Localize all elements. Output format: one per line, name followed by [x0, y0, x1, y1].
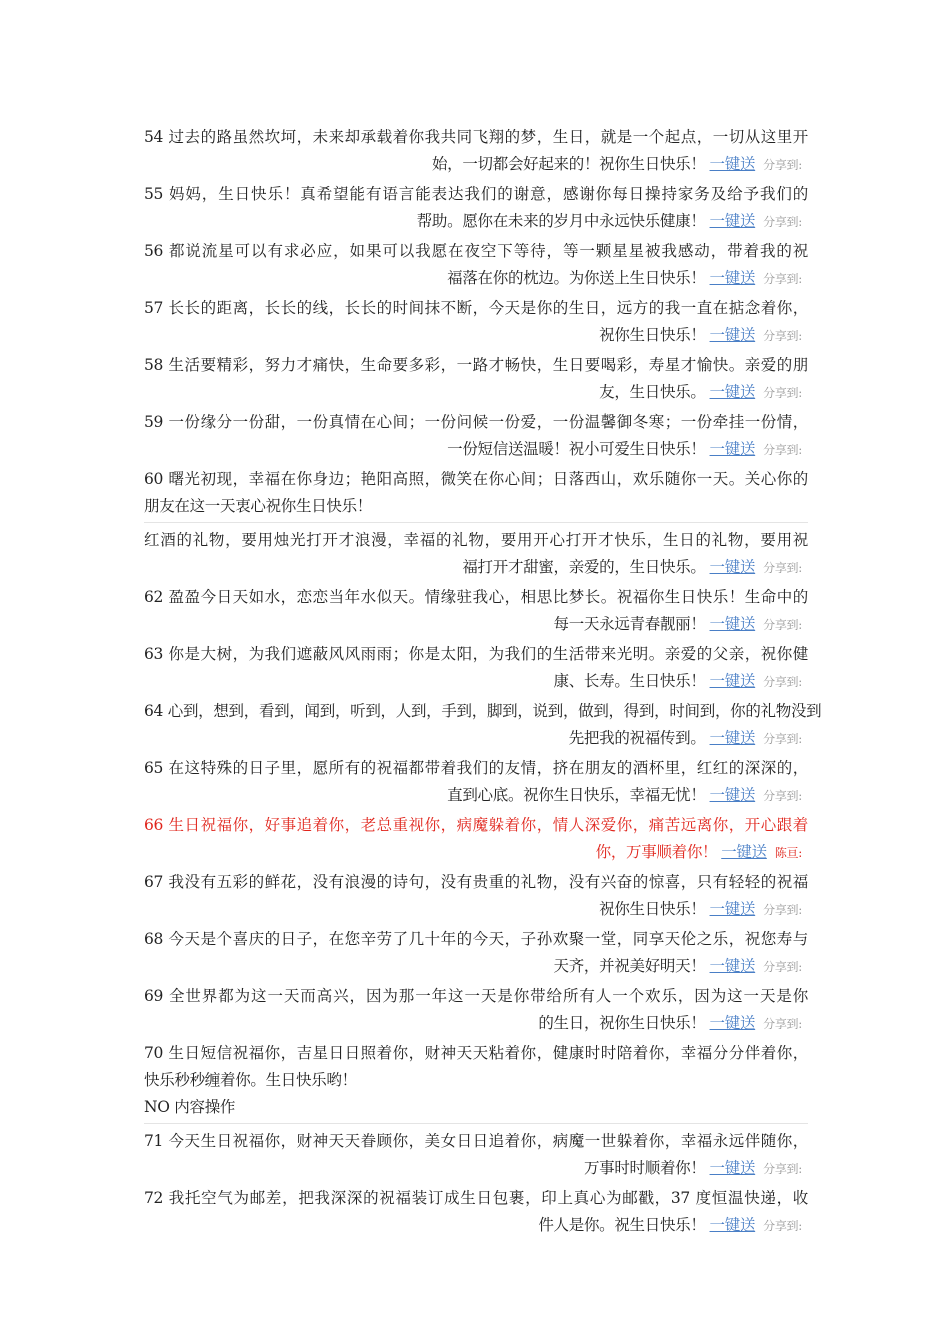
send-link[interactable]: 一键送 [709, 1014, 756, 1032]
send-link[interactable]: 一键送 [709, 957, 756, 975]
share-label[interactable]: 分享到: [763, 618, 802, 632]
entry-text-end: 祝你生日快乐！ [599, 326, 706, 344]
entry-text-end: 每一天永远青春靓丽！ [553, 615, 706, 633]
send-link[interactable]: 一键送 [709, 383, 756, 401]
entry-text-end: 天齐，并祝美好明天！ [553, 957, 706, 975]
entry-text-end: 帮助。愿你在未来的岁月中永远快乐健康！ [416, 212, 706, 230]
entry-text: 54 过去的路虽然坎坷，未来却承载着你我共同飞翔的梦，生日，就是一个起点，一切从这里开 [144, 128, 808, 146]
list-item [144, 698, 822, 753]
share-label[interactable]: 分享到: [763, 1017, 802, 1031]
list-item [144, 1185, 808, 1240]
entry-text: 红酒的礼物，要用烛光打开才浪漫，幸福的礼物，要用开心打开才快乐，生日的礼物，要用祝 [144, 531, 808, 549]
entry-text: 55 妈妈，生日快乐！真希望能有语言能表达我们的谢意，感谢你每日操持家务及给予我们的 [144, 185, 808, 203]
share-label[interactable]: 分享到: [763, 960, 802, 974]
send-link[interactable]: 一键送 [709, 615, 756, 633]
entry-text: 68 今天是个喜庆的日子，在您辛劳了几十年的今天，子孙欢聚一堂，同享天伦之乐，祝您寿与 [144, 930, 808, 948]
entry-text-end: 你，万事顺着你！ [595, 843, 718, 861]
entry-text: 70 生日短信祝福你，吉星日日照着你，财神天天粘着你，健康时时陪着你，幸福分分伴着你， [144, 1044, 808, 1062]
entry-text: 72 我托空气为邮差，把我深深的祝福装订成生日包裹，印上真心为邮戳，37 度恒温快递，收 [144, 1189, 808, 1207]
entry-text-end: 直到心底。祝你生日快乐，幸福无忧！ [447, 786, 706, 804]
share-label[interactable]: 分享到: [763, 1162, 802, 1176]
entry-text: 57 长长的距离，长长的线，长长的时间抹不断，今天是你的生日，远方的我一直在掂念着你， [144, 299, 808, 317]
entry-text-end: 友，生日快乐。 [599, 383, 706, 401]
share-label[interactable]: 分享到: [763, 732, 802, 746]
send-link[interactable]: 一键送 [709, 155, 756, 173]
entry-text: 60 曙光初现，幸福在你身边；艳阳高照，微笑在你心间；日落西山，欢乐随你一天。关心你的 [144, 470, 808, 488]
share-label[interactable]: 分享到: [763, 903, 802, 917]
share-label[interactable]: 分享到: [763, 272, 802, 286]
entry-text: 64 心到，想到，看到，闻到，听到，人到，手到，脚到，说到，做到，得到，时间到，你的礼物没到 [144, 702, 822, 720]
list-item [144, 527, 808, 582]
entry-text-end: 件人是你。祝生日快乐！ [538, 1216, 706, 1234]
entry-text-end: 先把我的祝福传到。 [568, 729, 706, 747]
share-label[interactable]: 分享到: [763, 158, 802, 172]
list-item [144, 466, 808, 520]
list-item [144, 869, 808, 924]
list-item [144, 124, 808, 179]
share-label[interactable]: 分享到: [763, 443, 802, 457]
share-label[interactable]: 分享到: [763, 386, 802, 400]
share-label[interactable]: 陈亘: [774, 846, 802, 860]
share-label[interactable]: 分享到: [763, 789, 802, 803]
entry-text-end: 快乐秒秒缠着你。生日快乐哟！ [144, 1071, 357, 1089]
divider [144, 522, 808, 523]
entry-text-end: 祝你生日快乐！ [599, 900, 706, 918]
entry-text: 56 都说流星可以有求必应，如果可以我愿在夜空下等待，等一颗星星被我感动，带着我的祝 [144, 242, 808, 260]
entry-text-end: 福落在你的枕边。为你送上生日快乐！ [447, 269, 706, 287]
entry-text-end: 朋友在这一天衷心祝你生日快乐！ [144, 497, 373, 515]
list-item [144, 641, 808, 696]
entry-text-end: 福打开才甜蜜，亲爱的，生日快乐。 [462, 558, 706, 576]
send-link[interactable]: 一键送 [709, 269, 756, 287]
send-link[interactable]: 一键送 [709, 558, 756, 576]
entry-text: 58 生活要精彩，努力才痛快，生命要多彩，一路才畅快，生日要喝彩，寿星才愉快。亲爱的朋 [144, 356, 808, 374]
entry-text-end: 的生日，祝你生日快乐！ [538, 1014, 706, 1032]
share-label[interactable]: 分享到: [763, 561, 802, 575]
send-link[interactable]: 一键送 [709, 729, 756, 747]
list-item [144, 584, 808, 639]
list-item [144, 926, 808, 981]
send-link[interactable]: 一键送 [709, 326, 756, 344]
document-body [144, 124, 822, 1242]
share-label[interactable]: 分享到: [763, 675, 802, 689]
entry-text: 66 生日祝福你，好事追着你，老总重视你，病魔躲着你，情人深爱你，痛苦远离你，开心跟着 [144, 816, 808, 834]
entry-text: 59 一份缘分一份甜，一份真情在心间；一份问候一份爱，一份温馨御冬寒；一份牵挂一份情， [144, 413, 808, 431]
entry-text: 71 今天生日祝福你，财神天天眷顾你，美女日日追着你，病魔一世躲着你，幸福永远伴随你， [144, 1132, 808, 1150]
entry-text-end: 万事时时顺着你！ [583, 1159, 706, 1177]
entry-text: 62 盈盈今日天如水，恋恋当年水似天。情缘驻我心，相思比梦长。祝福你生日快乐！生命中的 [144, 588, 808, 606]
entry-text: 67 我没有五彩的鲜花，没有浪漫的诗句，没有贵重的礼物，没有兴奋的惊喜，只有轻轻的祝福 [144, 873, 808, 891]
share-label[interactable]: 分享到: [763, 329, 802, 343]
entry-text-end: 康、长寿。生日快乐！ [553, 672, 706, 690]
list-item [144, 1040, 808, 1121]
list-item [144, 295, 808, 350]
entry-text: 63 你是大树，为我们遮蔽风风雨雨；你是太阳，为我们的生活带来光明。亲爱的父亲，祝你健 [144, 645, 808, 663]
entry-text: 65 在这特殊的日子里，愿所有的祝福都带着我们的友情，挤在朋友的酒杯里，红红的深深的， [144, 759, 808, 777]
divider [144, 1123, 808, 1124]
send-link[interactable]: 一键送 [709, 440, 756, 458]
list-item [144, 352, 808, 407]
list-item [144, 409, 808, 464]
entry-text: 69 全世界都为这一天而高兴，因为那一年这一天是你带给所有人一个欢乐，因为这一天是你 [144, 987, 808, 1005]
list-item [144, 181, 808, 236]
send-link[interactable]: 一键送 [709, 1159, 756, 1177]
send-link[interactable]: 一键送 [721, 843, 767, 861]
send-link[interactable]: 一键送 [709, 672, 756, 690]
list-item [144, 755, 808, 810]
entry-text-end: 一份短信送温暖！祝小可爱生日快乐！ [447, 440, 706, 458]
share-label[interactable]: 分享到: [763, 215, 802, 229]
send-link[interactable]: 一键送 [709, 786, 756, 804]
list-item [144, 1128, 808, 1183]
send-link[interactable]: 一键送 [709, 1216, 756, 1234]
list-item [144, 983, 808, 1038]
no-ops-label: NO 内容操作 [144, 1098, 236, 1116]
list-item-highlighted [144, 812, 808, 867]
share-label[interactable]: 分享到: [763, 1219, 802, 1233]
send-link[interactable]: 一键送 [709, 900, 756, 918]
list-item [144, 238, 808, 293]
send-link[interactable]: 一键送 [709, 212, 756, 230]
entry-text-end: 始，一切都会好起来的！祝你生日快乐！ [431, 155, 706, 173]
